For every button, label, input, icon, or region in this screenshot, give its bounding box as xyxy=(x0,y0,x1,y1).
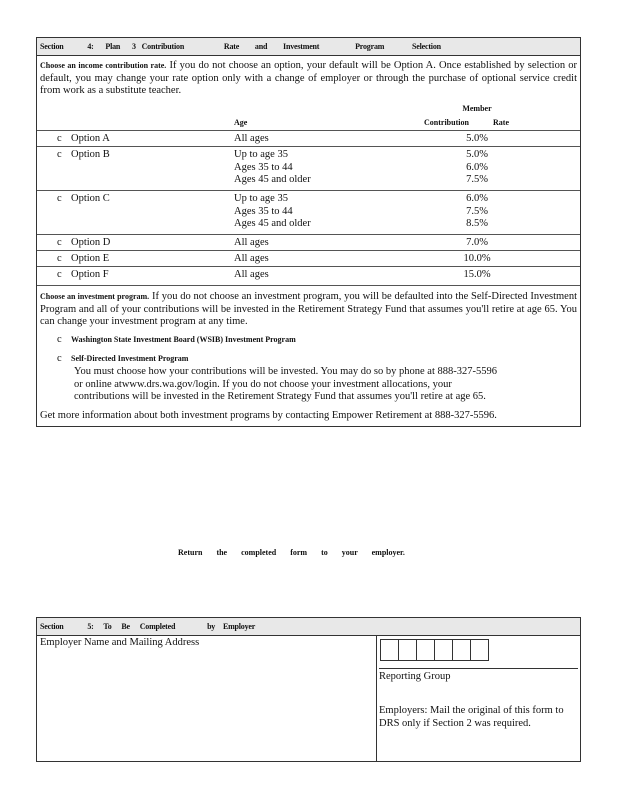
self-directed-label: Self-Directed Investment Program xyxy=(71,354,189,363)
employers-note: Employers: Mail the original of this form to DRS only if Section 2 was required. xyxy=(379,705,564,729)
reporting-group-panel xyxy=(377,635,580,761)
age-range: Ages 45 and older xyxy=(234,174,311,185)
option-c-checkbox[interactable] xyxy=(57,193,110,204)
age-range: Up to age 35 xyxy=(234,193,288,204)
self-directed-checkbox[interactable] xyxy=(57,353,188,364)
section-4-box xyxy=(36,37,581,427)
age-range: Ages 35 to 44 xyxy=(234,161,293,173)
contribution-intro xyxy=(40,60,577,98)
reporting-group-label: Reporting Group xyxy=(379,668,578,682)
checkbox-icon: c xyxy=(57,133,62,144)
rate-value: 5.0% xyxy=(466,133,488,144)
header-word: Employer xyxy=(222,622,256,631)
checkbox-icon: c xyxy=(57,353,62,364)
header-word: Selection xyxy=(412,42,441,51)
header-word: Rate xyxy=(223,42,240,51)
reporting-group-cell[interactable] xyxy=(380,639,399,661)
header-word: 5: xyxy=(87,622,94,631)
checkbox-icon: c xyxy=(57,269,62,280)
investment-intro xyxy=(40,291,577,329)
reporting-group-cell[interactable] xyxy=(416,639,435,661)
option-row-f xyxy=(37,266,580,286)
header-word: Section xyxy=(40,42,64,51)
section-4-header xyxy=(37,38,580,56)
reporting-group-cell[interactable] xyxy=(452,639,471,661)
employer-name-address-field[interactable] xyxy=(37,635,377,761)
col-age: Age xyxy=(234,118,248,127)
header-word: 3 xyxy=(131,42,136,51)
age-range: Ages 35 to 44 xyxy=(234,205,293,217)
option-label: Option C xyxy=(71,193,110,204)
header-word: Plan xyxy=(105,42,121,51)
age-range: All ages xyxy=(234,133,269,144)
rate-value: 5.0% xyxy=(466,149,488,160)
rate-value: 7.5% xyxy=(466,174,488,185)
checkbox-icon: c xyxy=(57,149,62,160)
rate-value: 8.5% xyxy=(466,218,488,229)
age-range: All ages xyxy=(234,269,269,280)
return-instruction: Return the completed form to your employer. xyxy=(178,548,405,557)
self-directed-line: contributions will be invested in the Retirement Strategy Fund that assumes you'll retire at age 65. xyxy=(74,391,486,402)
header-word: To xyxy=(103,622,112,631)
header-word: Contribution xyxy=(141,42,185,51)
rate-value: 7.5% xyxy=(466,205,488,217)
option-row-e xyxy=(37,250,580,267)
option-row-a xyxy=(37,130,580,147)
more-info: Get more information about both investment programs by contacting Empower Retirement at 888-327-5596. xyxy=(40,410,497,421)
option-label: Option F xyxy=(71,269,109,280)
reporting-group-cell[interactable] xyxy=(470,639,489,661)
contribution-intro-lead: Choose an income contribution rate. xyxy=(40,61,167,70)
header-word: Section xyxy=(40,622,64,631)
rate-value: 6.0% xyxy=(466,161,488,173)
header-word: and xyxy=(254,42,268,51)
option-row-d xyxy=(37,234,580,251)
option-a-checkbox[interactable] xyxy=(57,133,110,144)
header-word: Be xyxy=(121,622,130,631)
option-row-c xyxy=(37,190,580,235)
age-range: All ages xyxy=(234,253,269,264)
rate-value: 10.0% xyxy=(463,253,491,264)
option-label: Option B xyxy=(71,149,110,160)
contribution-intro-text: If you do not choose an option, your default will be Option A. Once established by selection or default, you may change your rate option only with a change of employer or through the purchase of optional service credit from work as a substitute teacher. xyxy=(40,60,577,96)
self-directed-line: or online atwww.drs.wa.gov/login. If you do not choose your investment allocations, your xyxy=(74,378,452,390)
col-member: Member xyxy=(462,104,492,113)
header-word: Investment xyxy=(283,42,320,51)
rate-value: 7.0% xyxy=(466,237,488,248)
employer-name-label: Employer Name and Mailing Address xyxy=(40,637,200,648)
col-rate: Rate xyxy=(493,118,509,127)
reporting-group-cells[interactable] xyxy=(380,637,490,663)
checkbox-icon: c xyxy=(57,193,62,204)
rate-value: 15.0% xyxy=(463,269,491,280)
investment-intro-text: If you do not choose an investment program, you will be defaulted into the Self-Directed Investment Program and all of your contributions will be invested in the Retirement Strategy Fund that assumes you'll retire at age 65. You can change your investment program at any time. xyxy=(40,291,577,327)
wsib-label: Washington State Investment Board (WSIB) Investment Program xyxy=(71,335,296,344)
col-contribution: Contribution xyxy=(424,118,469,127)
checkbox-icon: c xyxy=(57,253,62,264)
section-5-header xyxy=(37,618,580,636)
wsib-checkbox[interactable] xyxy=(57,334,296,345)
section-5-box xyxy=(36,617,581,762)
checkbox-icon: c xyxy=(57,334,62,345)
age-range: Up to age 35 xyxy=(234,149,288,160)
option-label: Option E xyxy=(71,253,110,264)
header-word: by xyxy=(207,622,216,631)
header-word: Program xyxy=(355,42,385,51)
option-f-checkbox[interactable] xyxy=(57,269,109,280)
investment-intro-lead: Choose an investment program. xyxy=(40,292,150,301)
option-row-b xyxy=(37,146,580,191)
rate-value: 6.0% xyxy=(466,193,488,204)
reporting-group-cell[interactable] xyxy=(398,639,417,661)
option-d-checkbox[interactable] xyxy=(57,237,110,248)
checkbox-icon: c xyxy=(57,237,62,248)
age-range: All ages xyxy=(234,237,269,248)
option-e-checkbox[interactable] xyxy=(57,253,109,264)
header-word: 4: xyxy=(87,42,94,51)
age-range: Ages 45 and older xyxy=(234,218,311,229)
option-label: Option D xyxy=(71,237,111,248)
reporting-group-cell[interactable] xyxy=(434,639,453,661)
header-word: Completed xyxy=(139,622,176,631)
self-directed-text xyxy=(74,366,579,404)
self-directed-line: You must choose how your contributions will be invested. You may do so by phone at 888-327-5596 xyxy=(74,366,497,377)
option-label: Option A xyxy=(71,133,110,144)
option-b-checkbox[interactable] xyxy=(57,149,110,160)
